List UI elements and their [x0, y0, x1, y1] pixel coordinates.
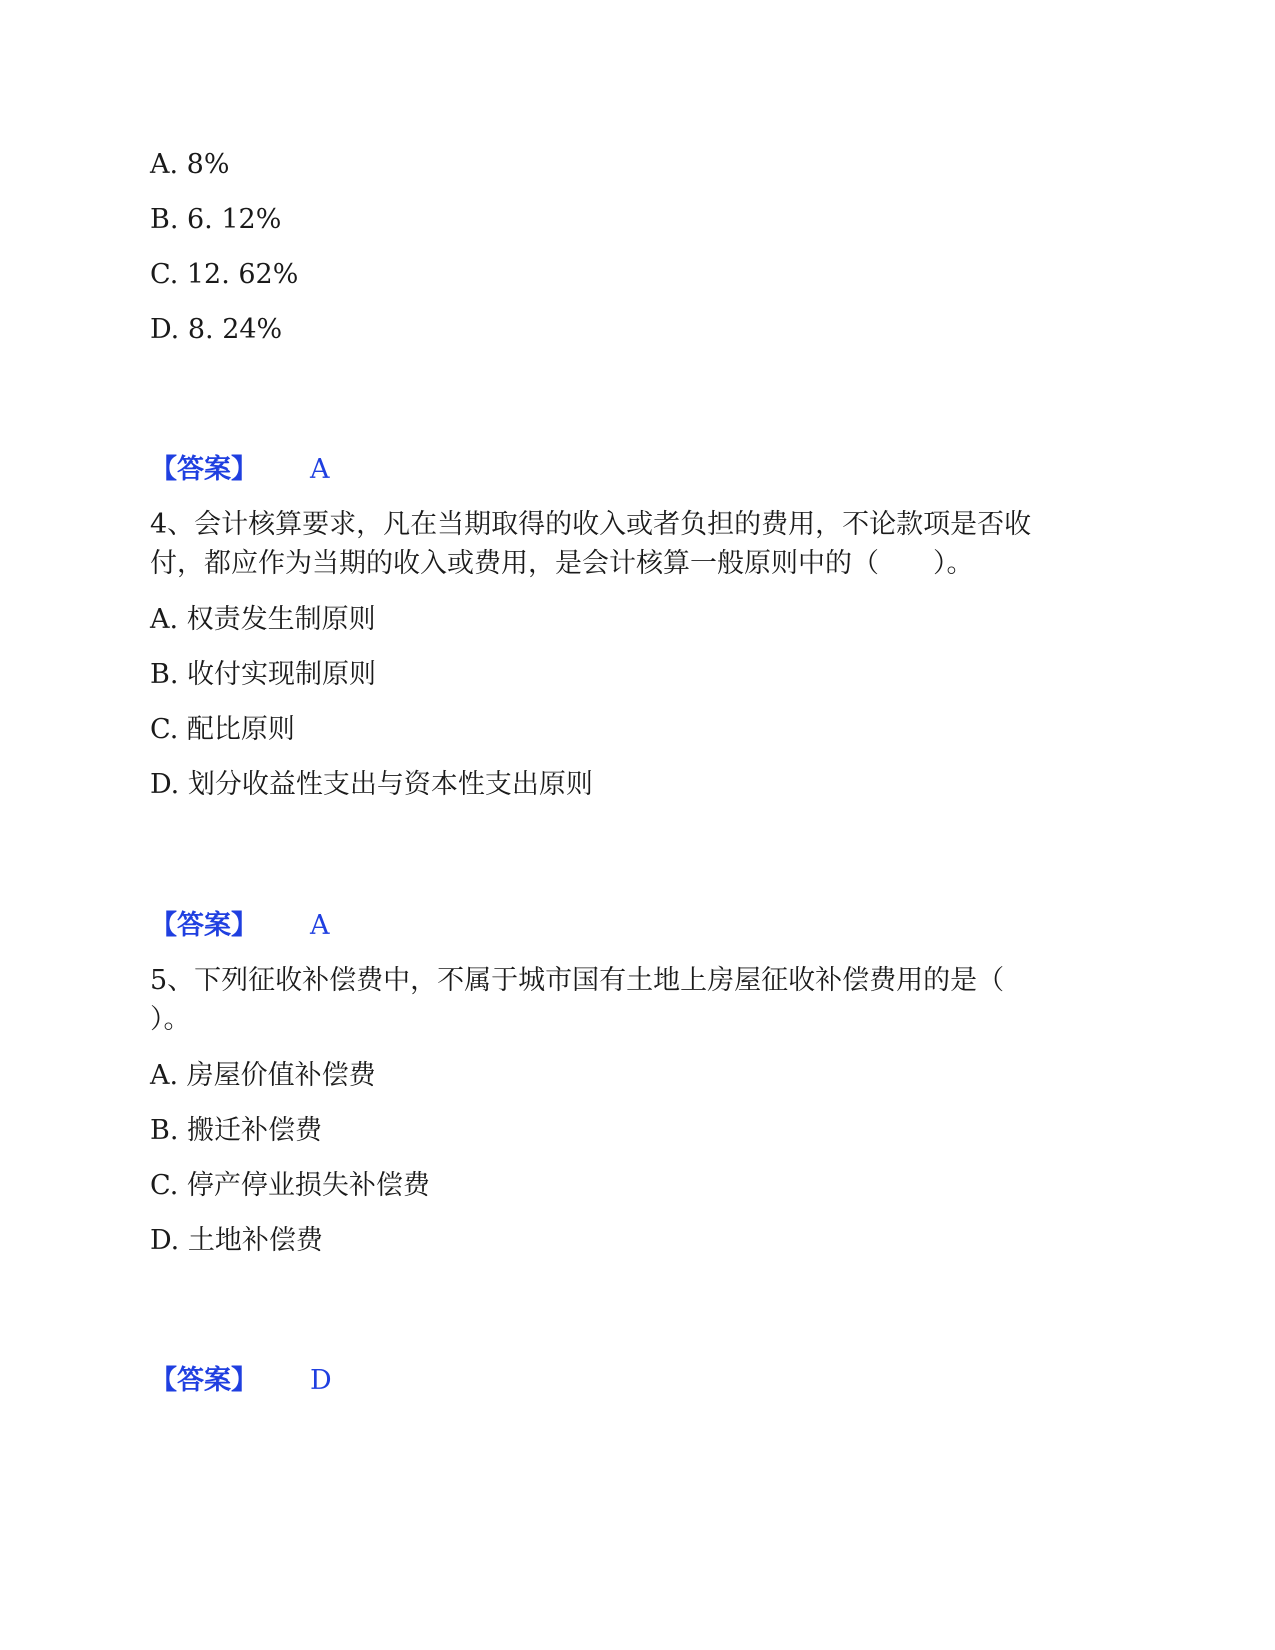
q5-option-d: D. 土地补偿费	[150, 1225, 323, 1256]
q4-stem-line-2: 付，都应作为当期的收入或费用，是会计核算一般原则中的（ ）。	[150, 548, 974, 579]
q5-answer-value: D	[310, 1365, 332, 1396]
q3-option-a: A. 8%	[150, 149, 230, 180]
q5-option-b: B. 搬迁补偿费	[150, 1115, 323, 1146]
q5-answer-label: 【答案】	[150, 1365, 258, 1396]
q5-option-c: C. 停产停业损失补偿费	[150, 1170, 430, 1201]
q5-stem-line-1: 5、下列征收补偿费中，不属于城市国有土地上房屋征收补偿费用的是（	[150, 965, 1005, 996]
q4-option-b: B. 收付实现制原则	[150, 659, 377, 690]
q4-option-a: A. 权责发生制原则	[150, 604, 376, 635]
q3-option-d: D. 8. 24%	[150, 314, 283, 345]
q3-option-b: B. 6. 12%	[150, 204, 282, 235]
q4-option-d: D. 划分收益性支出与资本性支出原则	[150, 769, 593, 800]
q4-answer	[150, 906, 330, 946]
q4-answer-label: 【答案】	[150, 910, 258, 941]
q4-stem-line-1: 4、会计核算要求，凡在当期取得的收入或者负担的费用，不论款项是否收	[150, 509, 1032, 540]
q5-answer	[150, 1361, 332, 1401]
q3-answer-label: 【答案】	[150, 454, 258, 485]
q4-option-c: C. 配比原则	[150, 714, 295, 745]
q5-stem-line-2: ）。	[150, 1004, 191, 1035]
q3-option-c: C. 12. 62%	[150, 259, 299, 290]
q3-answer	[150, 450, 330, 490]
q4-answer-value: A	[310, 910, 330, 941]
q3-answer-value: A	[310, 454, 330, 485]
q5-option-a: A. 房屋价值补偿费	[150, 1060, 376, 1091]
